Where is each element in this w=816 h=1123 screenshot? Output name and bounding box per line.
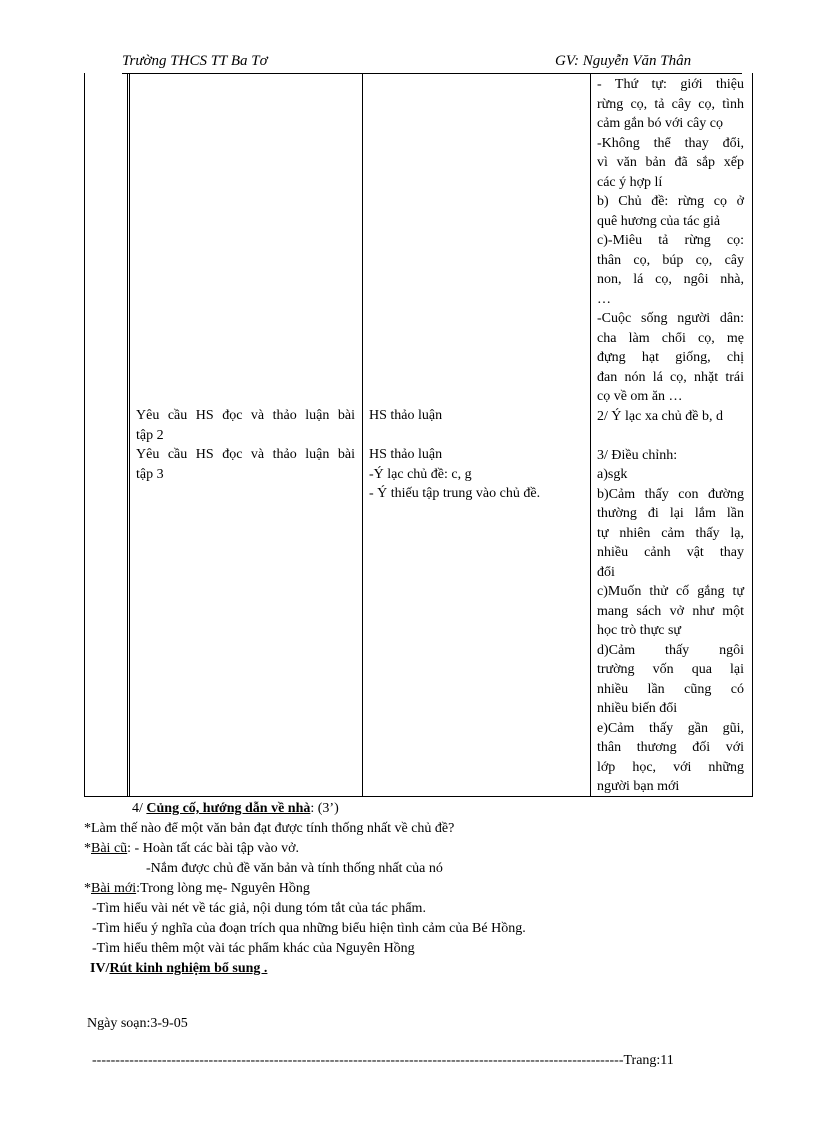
student-line: HS thảo luận xyxy=(369,447,443,462)
old-lesson-label: Bài cũ xyxy=(91,841,128,856)
content-line: thường đi lại lắm lần xyxy=(597,506,744,521)
table-border xyxy=(752,73,753,797)
section-4-title: Củng cố, hướng dẫn về nhà xyxy=(146,801,311,816)
content-line: đựng hạt giống, chị xyxy=(597,350,744,365)
content-line: vì văn bản đã sắp xếp xyxy=(597,155,744,170)
content-line: c)Muốn thử cố gắng tự xyxy=(597,584,744,599)
content-line: d)Cảm thấy ngôi xyxy=(597,642,744,658)
prep-date: Ngày soạn:3-9-05 xyxy=(87,1016,188,1031)
content-line: người bạn mới xyxy=(597,779,680,794)
content-line: lớp học, với những xyxy=(597,759,744,775)
page-header xyxy=(122,51,742,74)
new-lesson-item: -Tìm hiểu ý nghĩa của đoạn trích qua những biểu hiện tình cảm của Bé Hồng. xyxy=(92,921,526,936)
new-lesson-item: -Tìm hiểu vài nét về tác giả, nội dung tóm tắt của tác phẩm. xyxy=(92,901,426,916)
content-line: đổi xyxy=(597,564,615,580)
new-lesson-item: -Tìm hiểu thêm một vài tác phẩm khác của Nguyên Hồng xyxy=(92,941,415,956)
content-cell xyxy=(597,75,744,797)
content-line: tự nhiên cảm thấy lạ, xyxy=(597,525,744,541)
content-line: đan nón lá cọ, nhặt trái xyxy=(597,369,744,385)
content-line: … xyxy=(597,291,611,307)
content-line: 3/ Điều chỉnh: xyxy=(597,447,678,463)
table-border xyxy=(590,73,591,797)
task-line: tập 2 xyxy=(136,427,164,443)
student-line: -Ý lạc chủ đề: c, g xyxy=(369,466,472,482)
student-activity-cell xyxy=(369,406,587,504)
content-line: nhiều lần cũng có xyxy=(597,681,744,697)
content-line: các ý hợp lí xyxy=(597,174,663,190)
content-line: nhiều cảnh vật thay xyxy=(597,545,744,560)
review-question: *Làm thế nào để một văn bản đạt được tính thống nhất về chủ đề? xyxy=(84,821,455,836)
task-line: tập 3 xyxy=(136,466,164,482)
teacher-name: GV: Nguyễn Văn Thân xyxy=(555,53,692,69)
section-iv-heading: IV/Rút kinh nghiệm bổ sung . xyxy=(90,961,268,976)
content-line: b) Chủ đề: rừng cọ ở xyxy=(597,194,744,209)
section-4-heading: 4/ Củng cố, hướng dẫn về nhà: (3’) xyxy=(132,801,339,816)
content-line: -Không thể thay đổi, xyxy=(597,135,744,151)
old-lesson: *Bài cũ: - Hoàn tất các bài tập vào vở. xyxy=(84,841,299,856)
homework-section xyxy=(84,799,784,979)
section-iv-title: Rút kinh nghiệm bổ sung . xyxy=(109,961,268,976)
content-line: cọ về om ăn … xyxy=(597,389,683,404)
content-line: rừng cọ, tả cây cọ, tình xyxy=(597,96,744,112)
content-line: quê hương của tác giả xyxy=(597,213,721,229)
content-line: -Cuộc sống người dân: xyxy=(597,311,744,326)
page-footer: ------------------------------------------------------------------------------------------------------------------Trang:11 xyxy=(92,1053,674,1068)
content-line: b)Cảm thấy con đường xyxy=(597,486,744,502)
content-line xyxy=(597,426,744,446)
content-line: nhiều biến đổi xyxy=(597,701,678,716)
content-line: thân thương đối với xyxy=(597,740,744,755)
new-lesson-label: Bài mới xyxy=(91,881,137,896)
student-line: HS thảo luận xyxy=(369,408,443,423)
content-line: thân cọ, búp cọ, cây xyxy=(597,252,744,268)
table-border xyxy=(362,73,363,797)
table-border xyxy=(127,73,128,797)
new-lesson: *Bài mới:Trong lòng mẹ- Nguyên Hồng xyxy=(84,881,310,896)
teacher-activity-cell xyxy=(136,406,355,484)
content-line: cha làm chổi cọ, mẹ xyxy=(597,330,744,346)
task-line: Yêu cầu HS đọc và thảo luận bài xyxy=(136,408,355,423)
content-line: non, lá cọ, ngôi nhà, xyxy=(597,272,744,287)
old-lesson-item: -Nắm được chủ đề văn bản và tính thống nhất của nó xyxy=(146,861,443,876)
school-name: Trường THCS TT Ba Tơ xyxy=(122,53,268,69)
table-border xyxy=(129,73,130,797)
content-line: 2/ Ý lạc xa chủ đề b, d xyxy=(597,408,723,424)
content-line: mang sách vở như một xyxy=(597,603,744,619)
student-line: - Ý thiếu tập trung vào chủ đề. xyxy=(369,486,541,501)
table-border xyxy=(84,73,85,797)
content-line: - Thứ tự: giới thiệu xyxy=(597,77,744,92)
content-line: c)-Miêu tả rừng cọ: xyxy=(597,233,744,248)
content-line: trường vốn qua lại xyxy=(597,662,744,677)
task-line: Yêu cầu HS đọc và thảo luận bài xyxy=(136,447,355,462)
content-line: học trò thực sự xyxy=(597,623,681,638)
content-line: a)sgk xyxy=(597,467,628,482)
content-line: cảm gắn bó với cây cọ xyxy=(597,116,723,131)
content-line: e)Cảm thấy gần gũi, xyxy=(597,720,744,736)
